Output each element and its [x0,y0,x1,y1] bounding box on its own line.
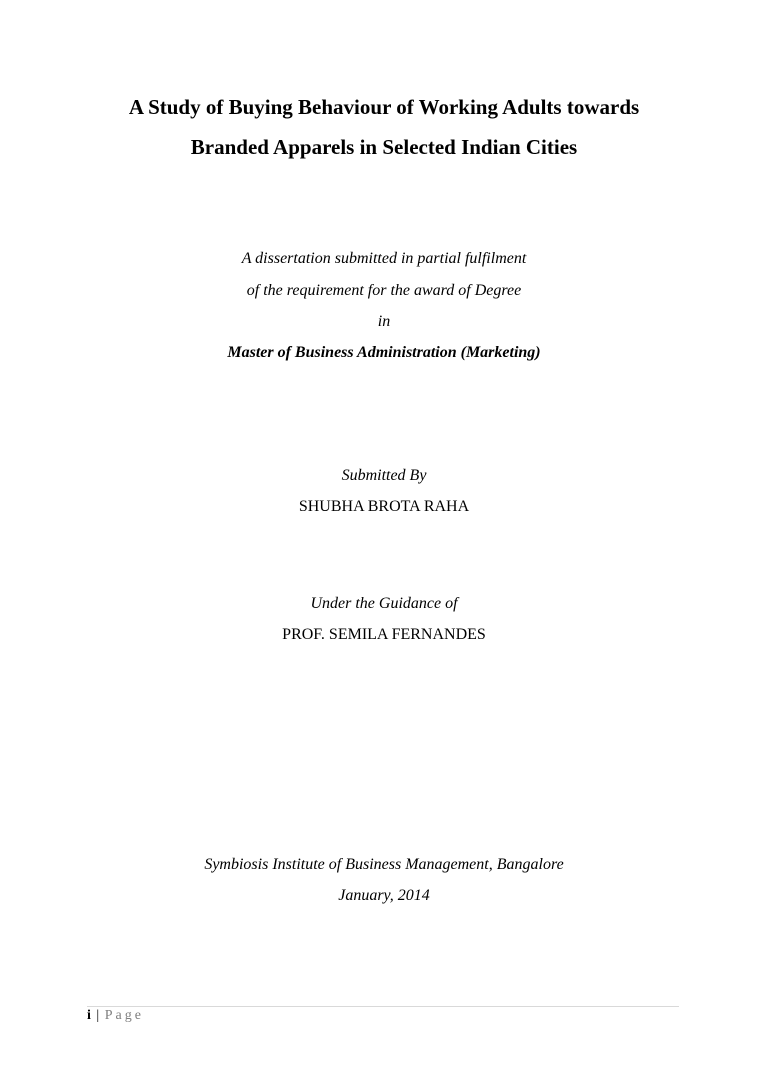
footer-divider [87,1006,679,1007]
page-footer [87,1008,144,1024]
guidance-label: Under the Guidance of [310,595,458,612]
guide-name: PROF. SEMILA FERNANDES [282,626,486,643]
degree-name: Master of Business Administration (Marketing) [227,344,541,361]
submitted-by-label: Submitted By [341,467,427,484]
author-name: SHUBHA BROTA RAHA [298,498,470,515]
dissertation-line-1: A dissertation submitted in partial fulfilment [241,250,527,267]
dissertation-line-3: in [377,313,391,330]
submission-date: January, 2014 [338,887,430,904]
title-line-1: A Study of Buying Behaviour of Working Adults towards [128,95,640,119]
footer-separator: | [96,1008,100,1023]
dissertation-line-2: of the requirement for the award of Degree [246,282,522,299]
page-label: Page [104,1008,144,1023]
institution-name: Symbiosis Institute of Business Management, Bangalore [204,856,564,873]
title-line-2: Branded Apparels in Selected Indian Cities [190,135,578,159]
page-number: i [87,1008,91,1023]
